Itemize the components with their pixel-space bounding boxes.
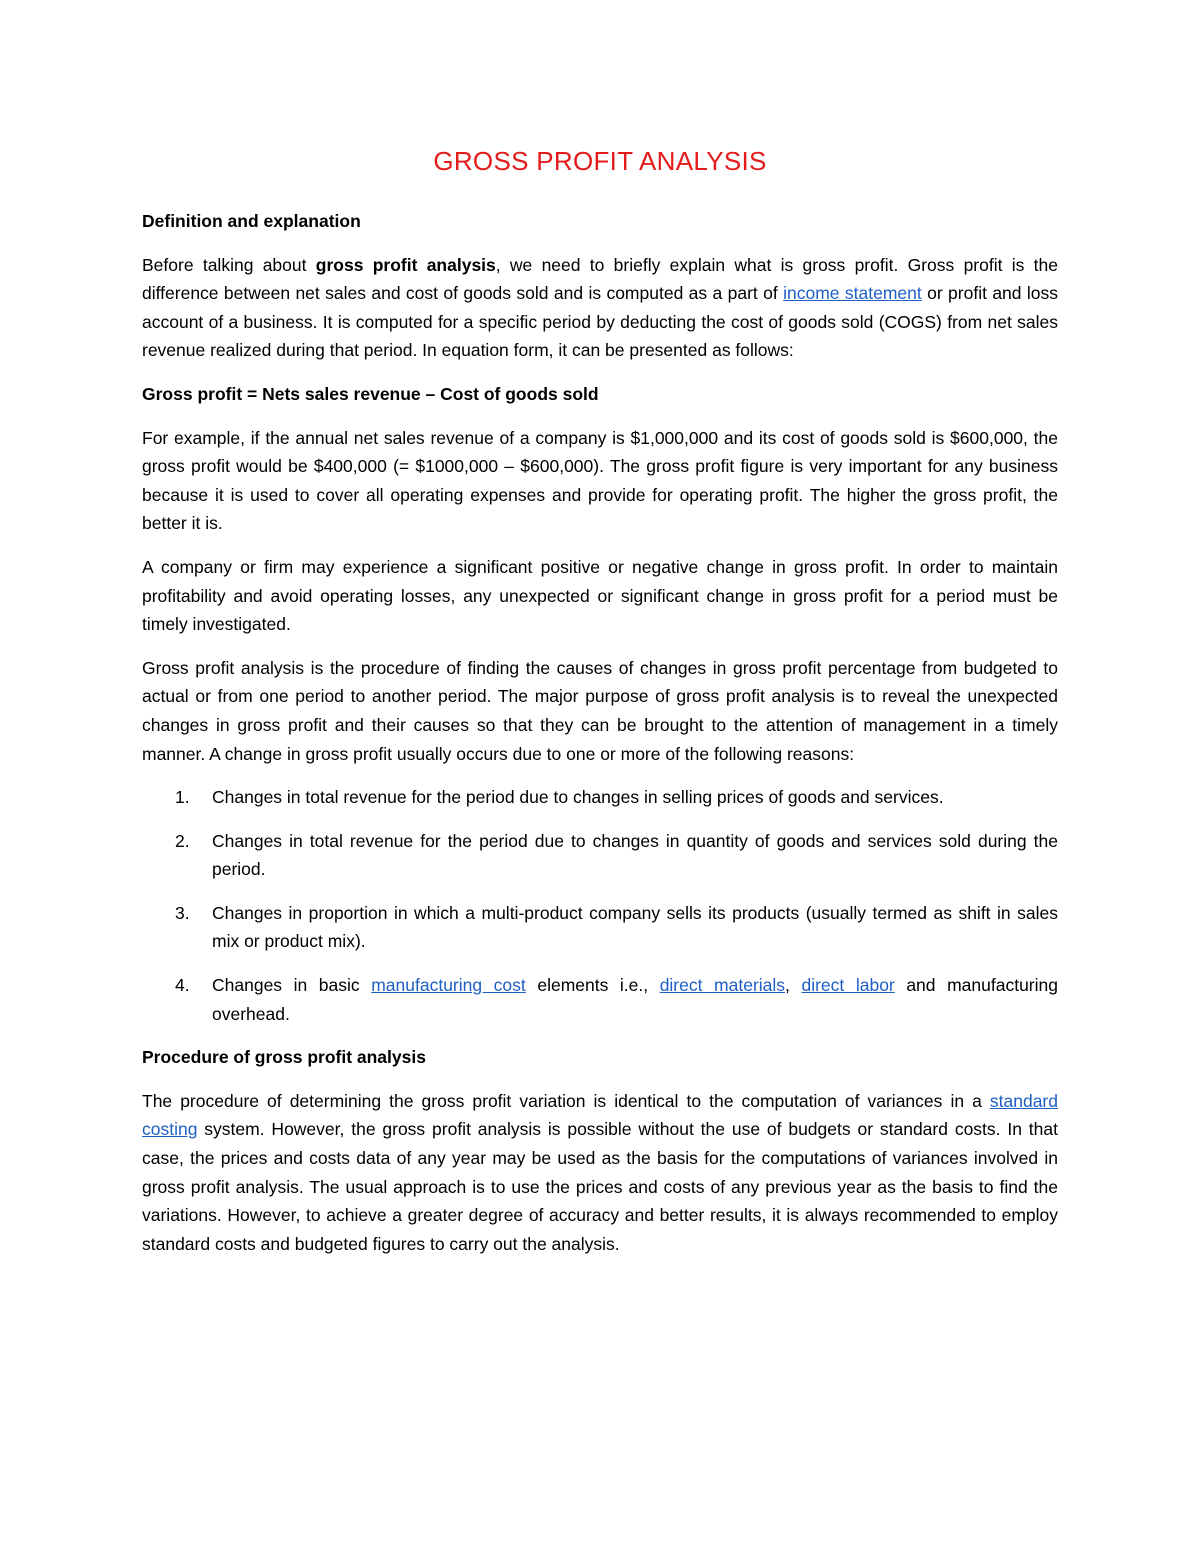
text-run: , — [785, 975, 802, 996]
paragraph-change: A company or firm may experience a significant positive or negative change in gross profit. In order to maintain profitability and avoid operating losses, any unexpected or significant change in gross profit for a period must be timely investigated. — [142, 556, 1058, 635]
direct-materials-link[interactable]: direct materials — [659, 975, 786, 996]
bold-term: gross profit analysis — [315, 254, 496, 275]
reasons-list — [142, 783, 1058, 1028]
list-text: Changes in total revenue for the period due to changes in selling prices of goods and services. — [212, 787, 944, 808]
paragraph-example: For example, if the annual net sales revenue of a company is $1,000,000 and its cost of goods sold is $600,000, the gross profit would be $400,000 (= $1000,000 – $600,000). The gross profit figure is very important for any business because it is used to cover all operating expenses and provide for operating profit. The higher the gross profit, the better it is. — [142, 427, 1058, 534]
paragraph-procedure — [142, 1087, 1058, 1259]
list-number: 3. — [175, 902, 190, 923]
text-run: Before talking about — [142, 254, 316, 275]
text-run: system. However, the gross profit analysis is possible without the use of budgets or standard costs. In that case, the prices and costs data of any year may be used as the basis for the computations of variances involved in gross profit analysis. The usual approach is to use the prices and costs of any previous year as the basis to find the variations. However, to achieve a greater degree of accuracy and better results, it is always recommended to employ standard costs and budgeted figures to carry out the analysis. — [142, 1119, 1058, 1254]
text-run: and manufacturing overhead. — [212, 975, 1058, 1024]
section-heading-procedure: Procedure of gross profit analysis — [142, 1047, 426, 1068]
paragraph-analysis: Gross profit analysis is the procedure of finding the causes of changes in gross profit percentage from budgeted to actual or from one period to another period. The major purpose of gross profit analysis is to reveal the unexpected changes in gross profit and their causes so that they can be brought to the attention of management in a timely manner. A change in gross profit usually occurs due to one or more of the following reasons: — [142, 657, 1058, 764]
list-number: 2. — [175, 830, 190, 851]
text-run: elements i.e., — [525, 975, 660, 996]
list-item — [142, 827, 1058, 884]
text-run: Changes in basic — [212, 975, 372, 996]
list-text: Changes in proportion in which a multi-product company sells its products (usually termed as shift in sales mix or product mix). — [212, 902, 1058, 952]
income-statement-link[interactable]: income statement — [783, 283, 922, 304]
paragraph-intro — [142, 251, 1058, 365]
list-number: 1. — [175, 787, 190, 808]
list-item — [142, 971, 1058, 1028]
text-run: or profit and loss account of a business. It is computed for a specific period by deducting the cost of goods sold (COGS) from net sales revenue realized during that period. In equation form, it can be presented as follows: — [142, 283, 1059, 361]
standard-costing-link[interactable]: standard costing — [142, 1090, 1058, 1140]
manufacturing-cost-link[interactable]: manufacturing cost — [371, 975, 526, 996]
list-item — [142, 899, 1058, 956]
list-text: Changes in total revenue for the period due to changes in quantity of goods and services sold during the period. — [212, 830, 1058, 880]
list-number: 4. — [175, 975, 190, 996]
page-title: GROSS PROFIT ANALYSIS — [433, 146, 767, 176]
list-item — [142, 783, 1058, 812]
equation: Gross profit = Nets sales revenue – Cost of goods sold — [142, 383, 599, 404]
section-heading-definition: Definition and explanation — [142, 211, 361, 231]
text-run: , we need to briefly explain what is gross profit. Gross profit is the difference between net sales and cost of goods sold and is computed as a part of — [142, 254, 1058, 304]
text-run: The procedure of determining the gross profit variation is identical to the computation of variances in a — [142, 1090, 990, 1111]
direct-labor-link[interactable]: direct labor — [801, 975, 895, 996]
